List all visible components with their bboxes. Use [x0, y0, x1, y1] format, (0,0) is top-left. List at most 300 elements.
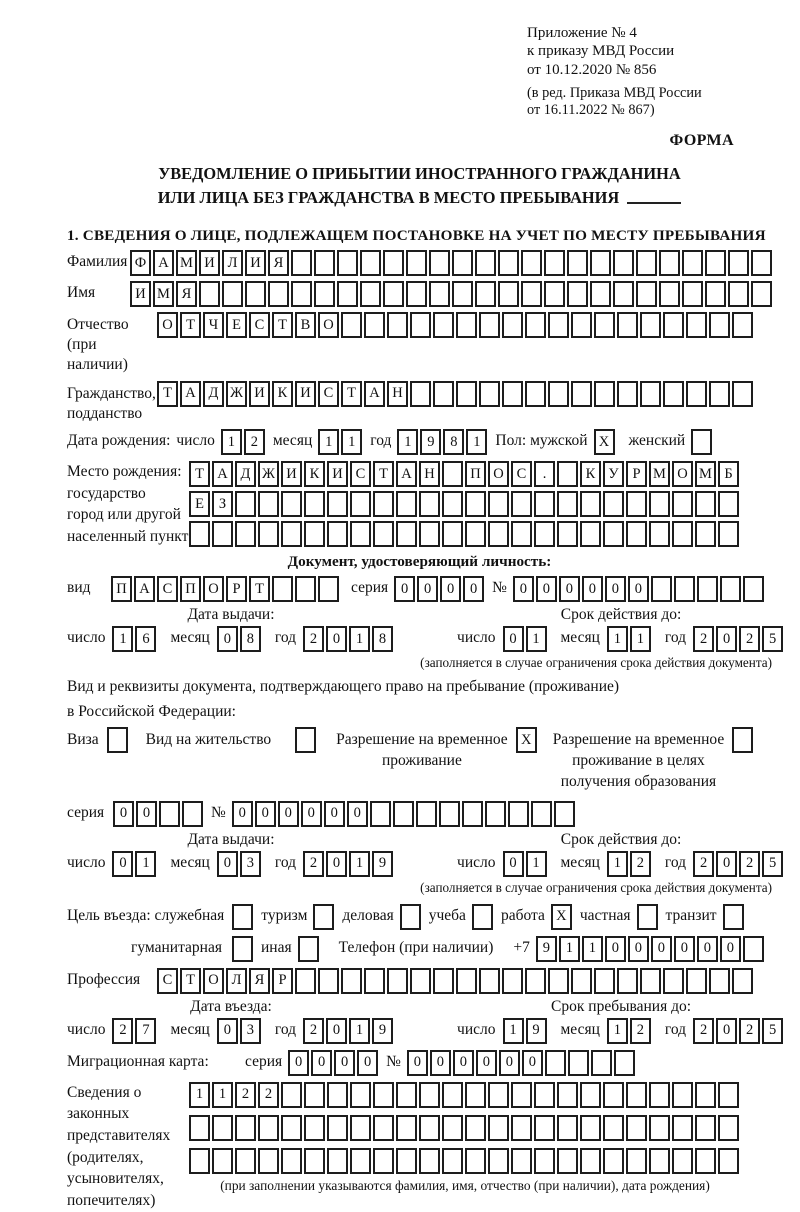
char-box[interactable]: 2: [258, 1082, 279, 1108]
char-box[interactable]: 1: [349, 1018, 370, 1044]
char-box[interactable]: [235, 491, 256, 517]
char-box[interactable]: Н: [419, 461, 440, 487]
char-box[interactable]: [212, 1148, 233, 1174]
char-box[interactable]: 9: [420, 429, 441, 455]
char-box[interactable]: [614, 1050, 635, 1076]
char-box[interactable]: [488, 1115, 509, 1141]
char-box[interactable]: Р: [226, 576, 247, 602]
char-box[interactable]: [534, 1115, 555, 1141]
char-box[interactable]: У: [603, 461, 624, 487]
char-box[interactable]: [502, 381, 523, 407]
char-box[interactable]: 9: [372, 1018, 393, 1044]
char-box[interactable]: 0: [301, 801, 322, 827]
char-box[interactable]: [479, 968, 500, 994]
char-box[interactable]: [442, 491, 463, 517]
char-box[interactable]: 1: [526, 626, 547, 652]
char-box[interactable]: [548, 381, 569, 407]
char-box[interactable]: 0: [394, 576, 415, 602]
char-box[interactable]: [580, 1082, 601, 1108]
char-box[interactable]: И: [295, 381, 316, 407]
char-box[interactable]: [295, 576, 316, 602]
char-box[interactable]: [350, 1148, 371, 1174]
char-box[interactable]: [544, 250, 565, 276]
char-box[interactable]: [475, 281, 496, 307]
char-box[interactable]: [720, 576, 741, 602]
char-box[interactable]: 1: [349, 851, 370, 877]
char-box[interactable]: [488, 521, 509, 547]
char-box[interactable]: [691, 429, 712, 455]
char-box[interactable]: А: [212, 461, 233, 487]
char-box[interactable]: [525, 968, 546, 994]
char-box[interactable]: 2: [693, 851, 714, 877]
char-box[interactable]: [557, 1082, 578, 1108]
char-box[interactable]: [498, 250, 519, 276]
char-box[interactable]: 0: [136, 801, 157, 827]
char-box[interactable]: [508, 801, 529, 827]
char-box[interactable]: [295, 727, 316, 753]
char-box[interactable]: [327, 1082, 348, 1108]
char-box[interactable]: 3: [240, 1018, 261, 1044]
char-box[interactable]: 1: [466, 429, 487, 455]
char-box[interactable]: [751, 281, 772, 307]
char-box[interactable]: 1: [607, 626, 628, 652]
char-box[interactable]: Т: [180, 312, 201, 338]
char-box[interactable]: 0: [232, 801, 253, 827]
char-box[interactable]: 2: [630, 1018, 651, 1044]
char-box[interactable]: [479, 381, 500, 407]
char-box[interactable]: С: [350, 461, 371, 487]
char-box[interactable]: 0: [582, 576, 603, 602]
char-box[interactable]: [452, 250, 473, 276]
char-box[interactable]: [291, 250, 312, 276]
char-box[interactable]: [751, 250, 772, 276]
char-box[interactable]: Р: [626, 461, 647, 487]
char-box[interactable]: [314, 281, 335, 307]
char-box[interactable]: [419, 491, 440, 517]
char-box[interactable]: [525, 381, 546, 407]
char-box[interactable]: [337, 281, 358, 307]
char-box[interactable]: [456, 312, 477, 338]
char-box[interactable]: О: [488, 461, 509, 487]
char-box[interactable]: А: [180, 381, 201, 407]
char-box[interactable]: 0: [499, 1050, 520, 1076]
char-box[interactable]: 5: [762, 851, 783, 877]
char-box[interactable]: [594, 968, 615, 994]
char-box[interactable]: С: [157, 576, 178, 602]
char-box[interactable]: [663, 968, 684, 994]
char-box[interactable]: [429, 281, 450, 307]
char-box[interactable]: [544, 281, 565, 307]
char-box[interactable]: 2: [630, 851, 651, 877]
char-box[interactable]: [603, 1115, 624, 1141]
char-box[interactable]: [649, 1148, 670, 1174]
char-box[interactable]: [626, 1082, 647, 1108]
char-box[interactable]: М: [153, 281, 174, 307]
char-box[interactable]: 0: [440, 576, 461, 602]
char-box[interactable]: [640, 381, 661, 407]
char-box[interactable]: [732, 727, 753, 753]
char-box[interactable]: X: [516, 727, 537, 753]
char-box[interactable]: [709, 312, 730, 338]
char-box[interactable]: .: [534, 461, 555, 487]
char-box[interactable]: [548, 312, 569, 338]
char-box[interactable]: 0: [716, 1018, 737, 1044]
char-box[interactable]: [272, 576, 293, 602]
char-box[interactable]: [222, 281, 243, 307]
char-box[interactable]: К: [304, 461, 325, 487]
char-box[interactable]: [433, 968, 454, 994]
char-box[interactable]: [649, 491, 670, 517]
char-box[interactable]: [511, 1082, 532, 1108]
char-box[interactable]: [313, 904, 334, 930]
char-box[interactable]: 1: [318, 429, 339, 455]
char-box[interactable]: [718, 1082, 739, 1108]
char-box[interactable]: [235, 1115, 256, 1141]
char-box[interactable]: 1: [212, 1082, 233, 1108]
char-box[interactable]: [433, 381, 454, 407]
char-box[interactable]: 0: [536, 576, 557, 602]
char-box[interactable]: [567, 281, 588, 307]
char-box[interactable]: [718, 1115, 739, 1141]
char-box[interactable]: Р: [272, 968, 293, 994]
char-box[interactable]: [636, 250, 657, 276]
char-box[interactable]: 1: [582, 936, 603, 962]
char-box[interactable]: [350, 521, 371, 547]
char-box[interactable]: [682, 281, 703, 307]
char-box[interactable]: [663, 312, 684, 338]
char-box[interactable]: Е: [226, 312, 247, 338]
char-box[interactable]: 0: [217, 1018, 238, 1044]
char-box[interactable]: [718, 491, 739, 517]
char-box[interactable]: [304, 491, 325, 517]
char-box[interactable]: [626, 521, 647, 547]
char-box[interactable]: 8: [443, 429, 464, 455]
char-box[interactable]: [235, 1148, 256, 1174]
char-box[interactable]: Д: [235, 461, 256, 487]
char-box[interactable]: 0: [513, 576, 534, 602]
char-box[interactable]: [732, 312, 753, 338]
char-box[interactable]: [649, 521, 670, 547]
char-box[interactable]: [433, 312, 454, 338]
char-box[interactable]: [545, 1050, 566, 1076]
char-box[interactable]: 0: [476, 1050, 497, 1076]
char-box[interactable]: [637, 904, 658, 930]
char-box[interactable]: [341, 968, 362, 994]
char-box[interactable]: [465, 491, 486, 517]
char-box[interactable]: П: [111, 576, 132, 602]
char-box[interactable]: [341, 312, 362, 338]
char-box[interactable]: [373, 521, 394, 547]
char-box[interactable]: [709, 381, 730, 407]
char-box[interactable]: [580, 491, 601, 517]
char-box[interactable]: О: [203, 576, 224, 602]
char-box[interactable]: [732, 381, 753, 407]
char-box[interactable]: [291, 281, 312, 307]
char-box[interactable]: [659, 281, 680, 307]
char-box[interactable]: [258, 1148, 279, 1174]
char-box[interactable]: [373, 1148, 394, 1174]
char-box[interactable]: [295, 968, 316, 994]
char-box[interactable]: [695, 491, 716, 517]
char-box[interactable]: [410, 312, 431, 338]
char-box[interactable]: [686, 381, 707, 407]
char-box[interactable]: [304, 521, 325, 547]
char-box[interactable]: [743, 936, 764, 962]
char-box[interactable]: [718, 1148, 739, 1174]
char-box[interactable]: 2: [739, 1018, 760, 1044]
char-box[interactable]: [337, 250, 358, 276]
char-box[interactable]: [617, 968, 638, 994]
char-box[interactable]: [304, 1148, 325, 1174]
char-box[interactable]: Д: [203, 381, 224, 407]
char-box[interactable]: 1: [189, 1082, 210, 1108]
char-box[interactable]: [525, 312, 546, 338]
char-box[interactable]: Я: [268, 250, 289, 276]
char-box[interactable]: 0: [559, 576, 580, 602]
char-box[interactable]: [567, 250, 588, 276]
char-box[interactable]: [521, 250, 542, 276]
char-box[interactable]: 0: [288, 1050, 309, 1076]
char-box[interactable]: [189, 521, 210, 547]
char-box[interactable]: [107, 727, 128, 753]
char-box[interactable]: [258, 491, 279, 517]
char-box[interactable]: [318, 968, 339, 994]
char-box[interactable]: Я: [249, 968, 270, 994]
char-box[interactable]: Т: [272, 312, 293, 338]
char-box[interactable]: [396, 1148, 417, 1174]
char-box[interactable]: Ж: [258, 461, 279, 487]
char-box[interactable]: 1: [135, 851, 156, 877]
char-box[interactable]: 6: [135, 626, 156, 652]
char-box[interactable]: И: [130, 281, 151, 307]
char-box[interactable]: [396, 1082, 417, 1108]
char-box[interactable]: [590, 281, 611, 307]
char-box[interactable]: [419, 1115, 440, 1141]
char-box[interactable]: [534, 521, 555, 547]
char-box[interactable]: [554, 801, 575, 827]
char-box[interactable]: [212, 521, 233, 547]
char-box[interactable]: [534, 1148, 555, 1174]
char-box[interactable]: [649, 1082, 670, 1108]
char-box[interactable]: [465, 1115, 486, 1141]
char-box[interactable]: 0: [430, 1050, 451, 1076]
char-box[interactable]: В: [295, 312, 316, 338]
char-box[interactable]: [268, 281, 289, 307]
char-box[interactable]: [456, 968, 477, 994]
char-box[interactable]: [580, 521, 601, 547]
char-box[interactable]: А: [153, 250, 174, 276]
char-box[interactable]: [373, 1082, 394, 1108]
char-box[interactable]: 9: [526, 1018, 547, 1044]
char-box[interactable]: К: [580, 461, 601, 487]
char-box[interactable]: 0: [217, 626, 238, 652]
char-box[interactable]: [258, 1115, 279, 1141]
char-box[interactable]: Н: [387, 381, 408, 407]
char-box[interactable]: [488, 491, 509, 517]
char-box[interactable]: [695, 1148, 716, 1174]
char-box[interactable]: [370, 801, 391, 827]
char-box[interactable]: П: [180, 576, 201, 602]
char-box[interactable]: С: [157, 968, 178, 994]
char-box[interactable]: [663, 381, 684, 407]
char-box[interactable]: [396, 521, 417, 547]
char-box[interactable]: [488, 1082, 509, 1108]
char-box[interactable]: 8: [372, 626, 393, 652]
char-box[interactable]: [617, 381, 638, 407]
char-box[interactable]: [502, 968, 523, 994]
char-box[interactable]: 0: [697, 936, 718, 962]
char-box[interactable]: 1: [221, 429, 242, 455]
char-box[interactable]: [617, 312, 638, 338]
char-box[interactable]: [298, 936, 319, 962]
char-box[interactable]: [686, 968, 707, 994]
char-box[interactable]: [594, 381, 615, 407]
char-box[interactable]: С: [318, 381, 339, 407]
char-box[interactable]: Ф: [130, 250, 151, 276]
char-box[interactable]: М: [176, 250, 197, 276]
char-box[interactable]: [472, 904, 493, 930]
char-box[interactable]: М: [649, 461, 670, 487]
char-box[interactable]: [281, 1082, 302, 1108]
char-box[interactable]: [502, 312, 523, 338]
char-box[interactable]: 1: [341, 429, 362, 455]
char-box[interactable]: 0: [503, 626, 524, 652]
char-box[interactable]: А: [134, 576, 155, 602]
char-box[interactable]: [672, 1115, 693, 1141]
char-box[interactable]: [511, 1115, 532, 1141]
char-box[interactable]: [498, 281, 519, 307]
char-box[interactable]: [659, 250, 680, 276]
char-box[interactable]: А: [364, 381, 385, 407]
char-box[interactable]: И: [245, 250, 266, 276]
char-box[interactable]: 1: [112, 626, 133, 652]
char-box[interactable]: 2: [693, 626, 714, 652]
char-box[interactable]: [718, 521, 739, 547]
char-box[interactable]: О: [672, 461, 693, 487]
char-box[interactable]: [557, 1148, 578, 1174]
char-box[interactable]: [419, 1148, 440, 1174]
char-box[interactable]: 0: [628, 936, 649, 962]
char-box[interactable]: [557, 521, 578, 547]
char-box[interactable]: [245, 281, 266, 307]
char-box[interactable]: С: [511, 461, 532, 487]
char-box[interactable]: 0: [326, 1018, 347, 1044]
char-box[interactable]: [511, 521, 532, 547]
char-box[interactable]: 2: [303, 1018, 324, 1044]
char-box[interactable]: [603, 1148, 624, 1174]
char-box[interactable]: С: [249, 312, 270, 338]
char-box[interactable]: [364, 968, 385, 994]
char-box[interactable]: 2: [244, 429, 265, 455]
char-box[interactable]: 8: [240, 626, 261, 652]
char-box[interactable]: 1: [607, 1018, 628, 1044]
char-box[interactable]: [410, 381, 431, 407]
char-box[interactable]: [396, 1115, 417, 1141]
char-box[interactable]: И: [199, 250, 220, 276]
char-box[interactable]: 7: [135, 1018, 156, 1044]
char-box[interactable]: О: [318, 312, 339, 338]
char-box[interactable]: [695, 521, 716, 547]
char-box[interactable]: А: [396, 461, 417, 487]
char-box[interactable]: [521, 281, 542, 307]
char-box[interactable]: [557, 491, 578, 517]
char-box[interactable]: 1: [503, 1018, 524, 1044]
char-box[interactable]: 2: [235, 1082, 256, 1108]
char-box[interactable]: 0: [417, 576, 438, 602]
char-box[interactable]: 0: [324, 801, 345, 827]
char-box[interactable]: 0: [347, 801, 368, 827]
char-box[interactable]: Е: [189, 491, 210, 517]
char-box[interactable]: [571, 381, 592, 407]
char-box[interactable]: Ч: [203, 312, 224, 338]
char-box[interactable]: [373, 491, 394, 517]
char-box[interactable]: [603, 521, 624, 547]
char-box[interactable]: [511, 491, 532, 517]
char-box[interactable]: 0: [716, 851, 737, 877]
char-box[interactable]: О: [157, 312, 178, 338]
char-box[interactable]: [626, 491, 647, 517]
char-box[interactable]: 0: [463, 576, 484, 602]
char-box[interactable]: [383, 281, 404, 307]
char-box[interactable]: [442, 1115, 463, 1141]
char-box[interactable]: [396, 491, 417, 517]
char-box[interactable]: 1: [559, 936, 580, 962]
char-box[interactable]: [485, 801, 506, 827]
char-box[interactable]: [318, 576, 339, 602]
char-box[interactable]: [314, 250, 335, 276]
char-box[interactable]: [571, 312, 592, 338]
char-box[interactable]: Л: [222, 250, 243, 276]
char-box[interactable]: Т: [180, 968, 201, 994]
char-box[interactable]: Б: [718, 461, 739, 487]
char-box[interactable]: 3: [240, 851, 261, 877]
char-box[interactable]: [636, 281, 657, 307]
char-box[interactable]: [442, 461, 463, 487]
char-box[interactable]: 0: [255, 801, 276, 827]
char-box[interactable]: [603, 491, 624, 517]
char-box[interactable]: 0: [720, 936, 741, 962]
char-box[interactable]: 1: [607, 851, 628, 877]
char-box[interactable]: [456, 381, 477, 407]
char-box[interactable]: [232, 936, 253, 962]
char-box[interactable]: 0: [651, 936, 672, 962]
char-box[interactable]: Ж: [226, 381, 247, 407]
char-box[interactable]: И: [249, 381, 270, 407]
char-box[interactable]: [350, 1115, 371, 1141]
char-box[interactable]: [393, 801, 414, 827]
char-box[interactable]: Т: [157, 381, 178, 407]
char-box[interactable]: [419, 1082, 440, 1108]
char-box[interactable]: [419, 521, 440, 547]
char-box[interactable]: [373, 1115, 394, 1141]
char-box[interactable]: [406, 281, 427, 307]
char-box[interactable]: [360, 281, 381, 307]
char-box[interactable]: X: [594, 429, 615, 455]
char-box[interactable]: [613, 250, 634, 276]
char-box[interactable]: К: [272, 381, 293, 407]
char-box[interactable]: [281, 521, 302, 547]
char-box[interactable]: [640, 968, 661, 994]
char-box[interactable]: 2: [693, 1018, 714, 1044]
char-box[interactable]: [728, 281, 749, 307]
char-box[interactable]: 0: [113, 801, 134, 827]
char-box[interactable]: [429, 250, 450, 276]
char-box[interactable]: 0: [605, 936, 626, 962]
char-box[interactable]: [580, 1148, 601, 1174]
char-box[interactable]: [475, 250, 496, 276]
char-box[interactable]: [672, 491, 693, 517]
char-box[interactable]: [571, 968, 592, 994]
